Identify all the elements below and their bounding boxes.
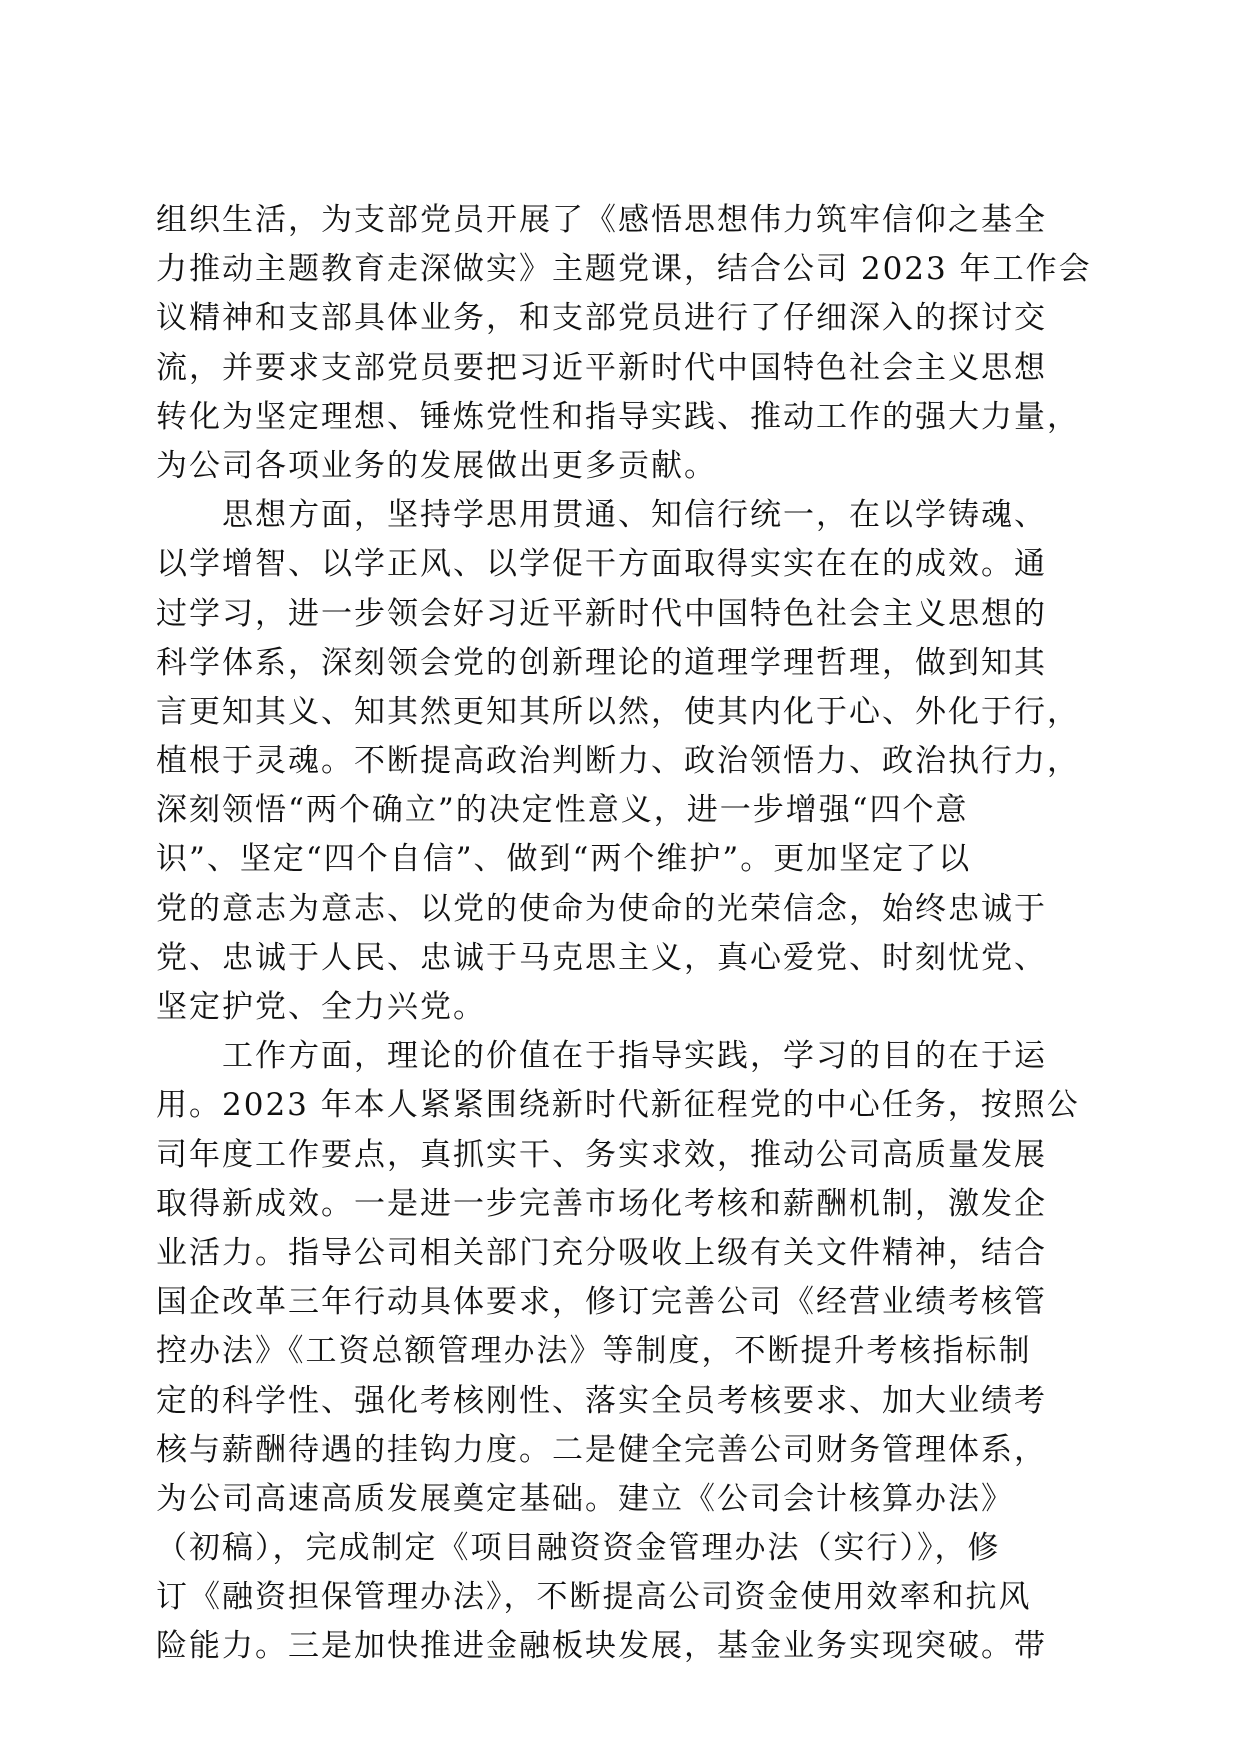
paragraph-2-line-11: 坚定护党、全力兴党。 — [156, 989, 486, 1025]
document-body — [156, 196, 1092, 1672]
paragraph-2-line-9: 党的意志为意志、以党的使命为使命的光荣信念，始终忠诚于 — [156, 890, 1047, 927]
paragraph-3-line-4: 取得新成效。一是进一步完善市场化考核和薪酬机制，激发企 — [156, 1185, 1047, 1222]
paragraph-1-line-4: 流，并要求支部党员要把习近平新时代中国特色社会主义思想 — [156, 349, 1047, 386]
paragraph-2-line-3: 过学习，进一步领会好习近平新时代中国特色社会主义思想的 — [156, 595, 1047, 632]
paragraph-1-line-1: 组织生活，为支部党员开展了《感悟思想伟力筑牢信仰之基全 — [156, 202, 1047, 238]
paragraph-3-line-9: 核与薪酬待遇的挂钩力度。二是健全完善公司财务管理体系， — [156, 1431, 1047, 1468]
paragraph-1-line-3: 议精神和支部具体业务，和支部党员进行了仔细深入的探讨交 — [156, 300, 1047, 337]
paragraph-3-line-11: （初稿），完成制定《项目融资资金管理办法（实行）》，修 — [156, 1530, 1001, 1567]
paragraph-2-line-1: 思想方面，坚持学思用贯通、知信行统一，在以学铸魂、 — [222, 497, 1047, 534]
paragraph-1-line-2: 力推动主题教育走深做实》主题党课，结合公司 2023 年工作会 — [156, 251, 1092, 288]
paragraph-2-line-5: 言更知其义、知其然更知其所以然，使其内化于心、外化于行， — [156, 693, 1080, 730]
paragraph-3-line-2: 用。2023 年本人紧紧围绕新时代新征程党的中心任务，按照公 — [156, 1087, 1080, 1124]
paragraph-3-line-7: 控办法》《工资总额管理办法》等制度，不断提升考核指标制 — [156, 1333, 1032, 1370]
paragraph-3-line-10: 为公司高速高质发展奠定基础。建立《公司会计核算办法》 — [156, 1480, 1014, 1517]
paragraph-3-line-12: 订《融资担保管理办法》，不断提高公司资金使用效率和抗风 — [156, 1579, 1032, 1616]
paragraph-1-line-6: 为公司各项业务的发展做出更多贡献。 — [156, 447, 717, 484]
paragraph-2-line-7: 深刻领悟“两个确立”的决定性意义，进一步增强“四个意 — [156, 792, 969, 829]
paragraph-2-line-6: 植根于灵魂。不断提高政治判断力、政治领悟力、政治执行力， — [156, 743, 1080, 780]
paragraph-1-line-5: 转化为坚定理想、锤炼党性和指导实践、推动工作的强大力量， — [156, 398, 1080, 435]
paragraph-2-line-8: 识”、坚定“四个自信”、做到“两个维护”。更加坚定了以 — [156, 841, 972, 878]
paragraph-3-line-8: 定的科学性、强化考核刚性、落实全员考核要求、加大业绩考 — [156, 1382, 1047, 1419]
paragraph-2-line-2: 以学增智、以学正风、以学促干方面取得实实在在的成效。通 — [156, 546, 1047, 583]
paragraph-3-line-1: 工作方面，理论的价值在于指导实践，学习的目的在于运 — [222, 1038, 1047, 1075]
paragraph-3-line-3: 司年度工作要点，真抓实干、务实求效，推动公司高质量发展 — [156, 1136, 1047, 1173]
paragraph-2-line-10: 党、忠诚于人民、忠诚于马克思主义，真心爱党、时刻忧党、 — [156, 939, 1047, 976]
paragraph-2-line-4: 科学体系，深刻领会党的创新理论的道理学理哲理，做到知其 — [156, 644, 1047, 681]
paragraph-3-line-6: 国企改革三年行动具体要求，修订完善公司《经营业绩考核管 — [156, 1284, 1047, 1321]
paragraph-3-line-13: 险能力。三是加快推进金融板块发展，基金业务实现突破。带 — [156, 1628, 1047, 1665]
paragraph-3-line-5: 业活力。指导公司相关部门充分吸收上级有关文件精神，结合 — [156, 1234, 1047, 1271]
